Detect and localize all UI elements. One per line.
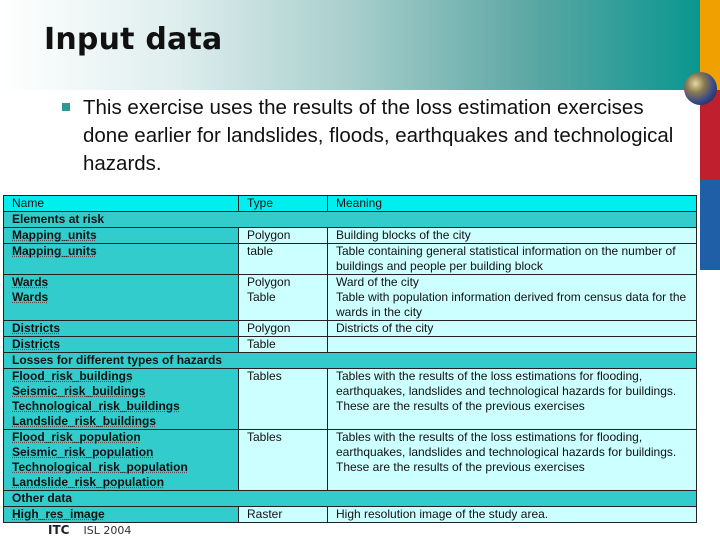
table-row <box>4 430 697 491</box>
section-label: Elements at risk <box>4 212 697 228</box>
type-cell: Polygon <box>239 228 328 244</box>
table-row <box>4 228 697 244</box>
type-cell: Tables <box>239 369 328 430</box>
meaning-cell: Tables with the results of the loss estimations for flooding, earthquakes, landslides and technological hazards for buildings. These are the results of the previous exercises <box>328 430 697 491</box>
name-cell <box>4 321 239 337</box>
itc-logo: ITC <box>48 523 70 537</box>
name-cell <box>4 507 239 523</box>
layer-name: Technological_risk_population <box>12 460 188 474</box>
name-cell <box>4 430 239 491</box>
meaning-cell <box>328 337 697 353</box>
name-cell <box>4 337 239 353</box>
table-row <box>4 369 697 430</box>
header-name: Name <box>4 196 239 212</box>
layer-name: Wards <box>12 290 49 304</box>
footer-event: ISL 2004 <box>83 524 132 537</box>
table-row <box>4 275 697 321</box>
section-row <box>4 491 697 507</box>
type-cell: Polygon Table <box>239 275 328 321</box>
type-cell: table <box>239 244 328 275</box>
layer-name: Seismic_risk_population <box>12 445 154 459</box>
layer-name: High_res_image <box>12 507 105 521</box>
section-label: Other data <box>4 491 697 507</box>
section-label: Losses for different types of hazards <box>4 353 697 369</box>
bullet-square-icon <box>62 103 70 111</box>
table-row <box>4 507 697 523</box>
table-header-row <box>4 196 697 212</box>
layer-name: Flood_risk_buildings <box>12 369 133 383</box>
layer-name: Wards <box>12 275 49 289</box>
table-and-footer <box>3 195 696 538</box>
type-cell: Raster <box>239 507 328 523</box>
meaning-cell: Ward of the city Table with population information derived from census data for the wards in the city <box>328 275 697 321</box>
section-row <box>4 353 697 369</box>
meaning-cell: Building blocks of the city <box>328 228 697 244</box>
bullet-point <box>62 94 682 178</box>
table-row <box>4 321 697 337</box>
type-cell: Table <box>239 337 328 353</box>
layer-name: Districts <box>12 337 61 351</box>
table-row <box>4 244 697 275</box>
type-cell: Tables <box>239 430 328 491</box>
accent-strip-blue <box>700 180 720 270</box>
table-row <box>4 337 697 353</box>
footer <box>3 523 696 538</box>
layer-name: Mapping_units <box>12 244 97 258</box>
layer-name: Landslide_risk_buildings <box>12 414 157 428</box>
meaning-cell: Districts of the city <box>328 321 697 337</box>
input-data-table <box>3 195 697 523</box>
layer-name: Mapping_units <box>12 228 97 242</box>
layer-name: Seismic_risk_buildings <box>12 384 146 398</box>
header-type: Type <box>239 196 328 212</box>
name-cell <box>4 244 239 275</box>
slide-title: Input data <box>44 22 223 57</box>
section-row <box>4 212 697 228</box>
layer-name: Landslide_risk_population <box>12 475 165 489</box>
header-meaning: Meaning <box>328 196 697 212</box>
layer-name: Flood_risk_population <box>12 430 141 444</box>
name-cell <box>4 275 239 321</box>
meaning-cell: Tables with the results of the loss estimations for flooding, earthquakes, landslides and technological hazards for buildings. These are the results of the previous exercises <box>328 369 697 430</box>
name-cell <box>4 228 239 244</box>
name-cell <box>4 369 239 430</box>
globe-icon <box>684 72 717 105</box>
type-cell: Polygon <box>239 321 328 337</box>
meaning-cell: Table containing general statistical information on the number of buildings and people per building block <box>328 244 697 275</box>
bullet-text: This exercise uses the results of the loss estimation exercises done earlier for landslides, floods, earthquakes and technological hazards. <box>83 96 674 175</box>
layer-name: Districts <box>12 321 61 335</box>
meaning-cell: High resolution image of the study area. <box>328 507 697 523</box>
layer-name: Technological_risk_buildings <box>12 399 180 413</box>
